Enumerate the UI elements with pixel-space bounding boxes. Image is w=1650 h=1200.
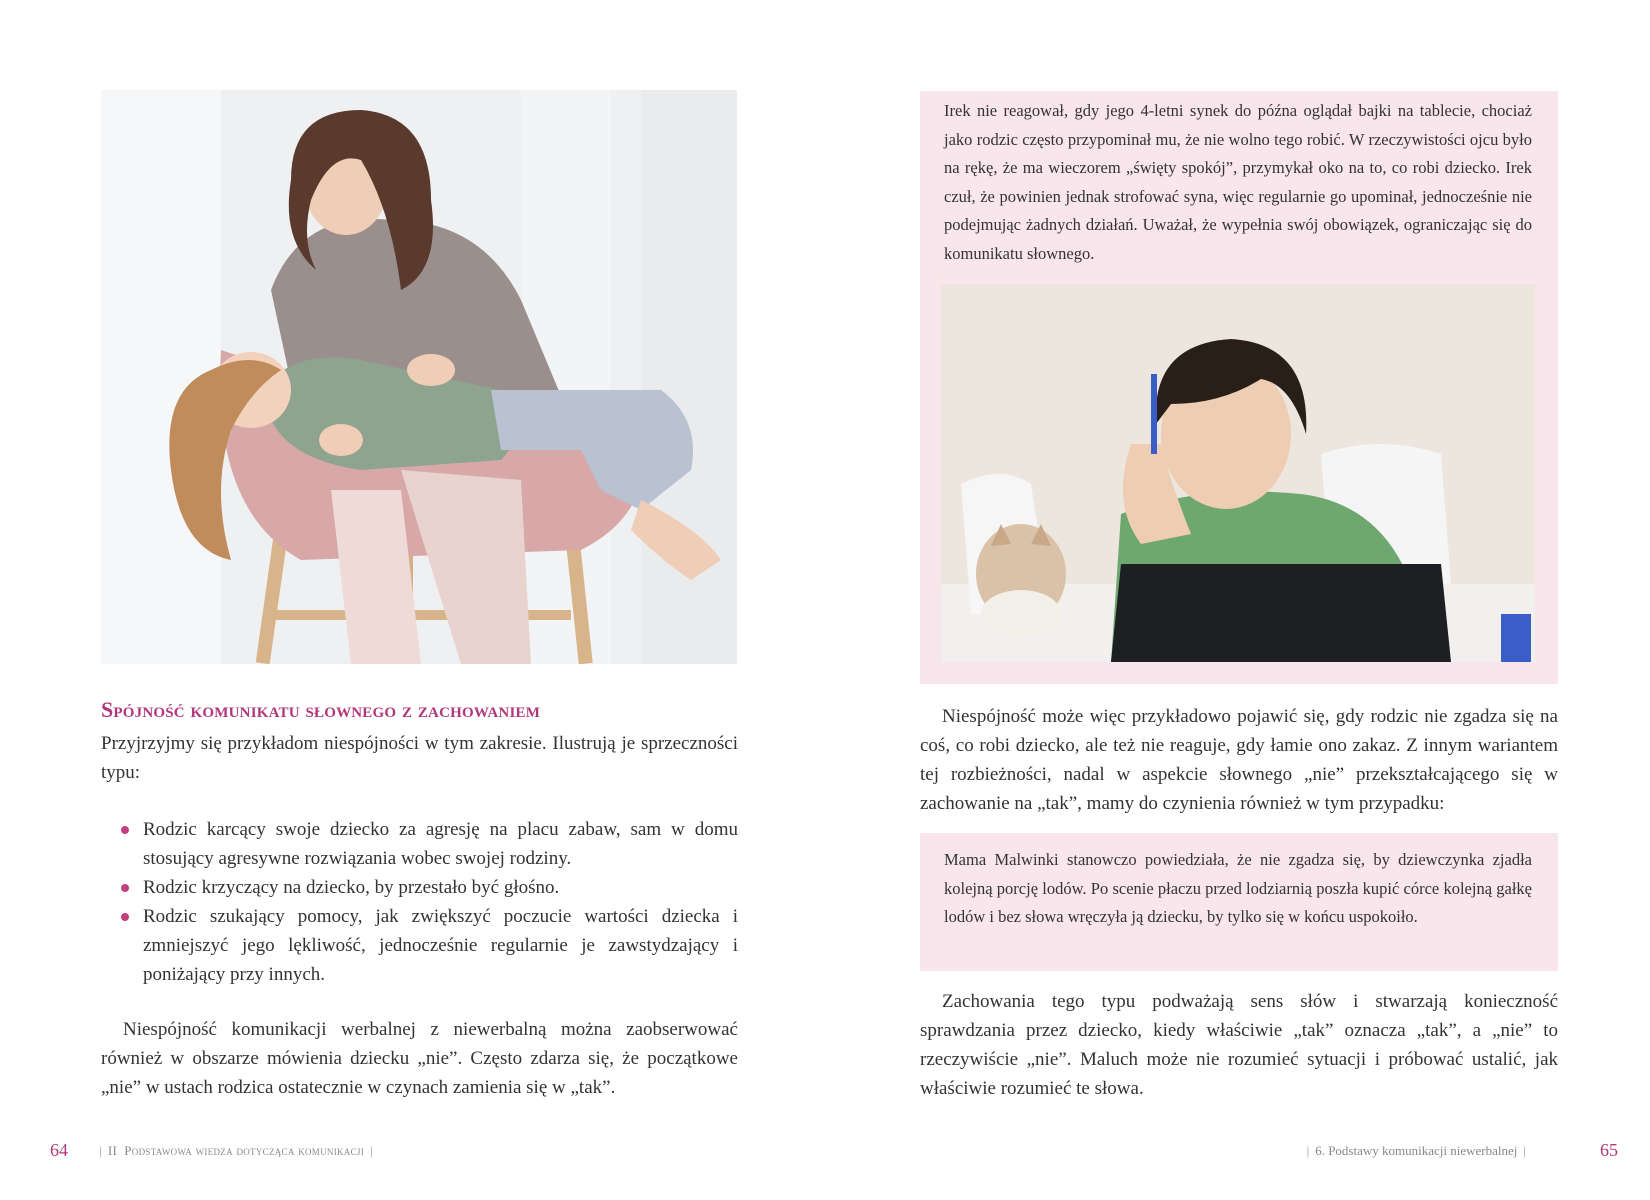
- running-head: | II Podstawowa wiedza dotycząca komunikacji |: [99, 1143, 373, 1158]
- list-item: Rodzic krzyczący na dziecko, by przestało być głośno.: [101, 873, 738, 902]
- bullet-icon: [121, 884, 129, 892]
- page-number: 64: [50, 1140, 68, 1160]
- bullet-icon: [121, 913, 129, 921]
- body-paragraph: Niespójność może więc przykładowo pojawić się, gdy rodzic nie zgadza się na coś, co robi dziecko, ale też nie reaguje, gdy łamie ono zakaz. Z innym wariantem tej rozbieżności, nadal w aspekcie słownego „nie” przekształcającego się w zachowanie na „tak”, mamy do czynienia również w tym przypadku:: [920, 706, 1558, 814]
- intro-paragraph: Przyjrzyjmy się przykładom niespójności w tym zakresie. Ilustrują je sprzeczności typu:: [101, 733, 738, 783]
- example-box-irek: [920, 91, 1558, 684]
- example-text-irek: Irek nie reagował, gdy jego 4-letni synek do późna oglądał bajki na tablecie, chociaż jako rodzic często przypominał mu, że nie wolno tego robić. W rzeczywistości ojcu było na rękę, że ma wieczorem „święty spokój”, przymykał oko na to, co robi dziecko. Irek czuł, że powinien jednak strofować syna, więc regularnie go upominał, jednocześnie nie podejmując żadnych działań. Uważał, że wypełnia swój obowiązek, ograniczając się do komunikatu słownego.: [944, 101, 1532, 263]
- example-box-malwinka: [920, 833, 1558, 971]
- boy-tablet-photo: [941, 284, 1535, 662]
- body-paragraph: Zachowania tego typu podważają sens słów i stwarzają konieczność sprawdzania przez dziecko, kiedy właściwie „tak” oznacza „tak”, a „nie” to rzeczywiście „nie”. Maluch może nie rozumieć sytuacji i próbować ustalić, jak właściwie rozumieć te słowa.: [920, 991, 1558, 1099]
- list-item: Rodzic szukający pomocy, jak zwiększyć poczucie wartości dziecka i zmniejszyć jego lękliwość, jednocześnie regularnie je zawstydzający i poniżający przy innych.: [101, 902, 738, 989]
- body-paragraph: Niespójność komunikacji werbalnej z niewerbalną można zaobserwować również w obszarze mówienia dziecku „nie”. Często zdarza się, że początkowe „nie” w ustach rodzica ostatecznie w czynach zamienia się w „tak”.: [101, 1019, 738, 1098]
- right-page: [825, 0, 1650, 1200]
- running-head: | 6. Podstawy komunikacji niewerbalnej |: [1306, 1143, 1526, 1158]
- bullet-icon: [121, 826, 129, 834]
- mother-daughter-photo: [101, 90, 737, 664]
- example-text-malwinka: Mama Malwinki stanowczo powiedziała, że nie zgadza się, by dziewczynka zjadła kolejną porcję lodów. Po scenie płaczu przed lodziarnią poszła kupić córce kolejną gałkę lodów i bez słowa wręczyła ją dziecku, by tylko się w końcu uspokoiło.: [944, 850, 1532, 926]
- bullet-list: [101, 815, 738, 989]
- page-number: 65: [1600, 1140, 1618, 1160]
- list-item: Rodzic karcący swoje dziecko za agresję na placu zabaw, sam w domu stosujący agresywne rozwiązania wobec swojej rodziny.: [101, 815, 738, 873]
- section-title: Spójność komunikatu słownego z zachowaniem: [101, 697, 541, 722]
